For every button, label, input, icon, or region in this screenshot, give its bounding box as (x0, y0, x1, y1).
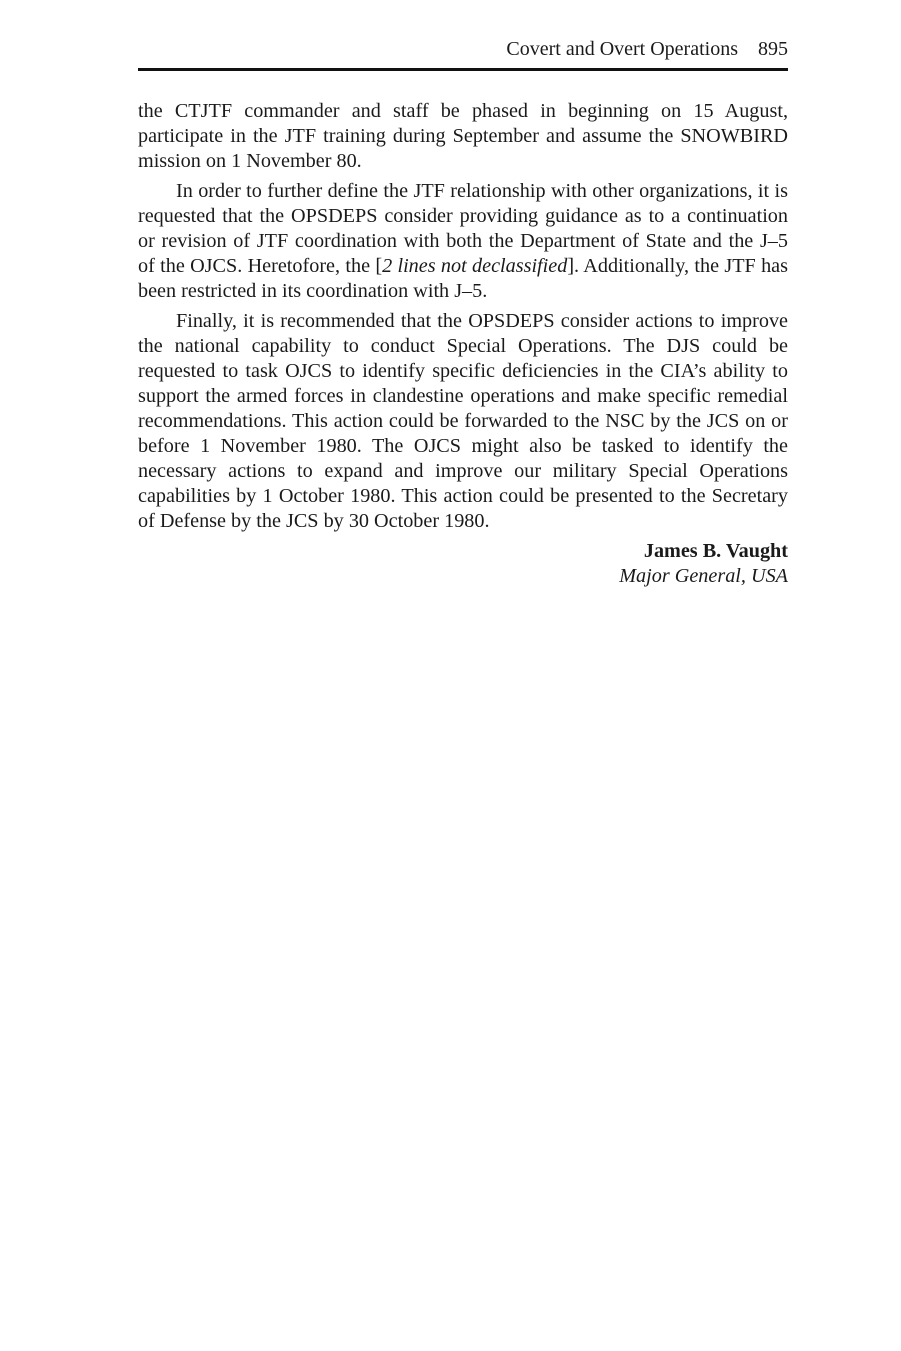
declassification-note: 2 lines not declassified (382, 255, 568, 277)
page-number: 895 (758, 38, 788, 60)
running-header (506, 36, 788, 62)
signatory-title: Major General, USA (619, 565, 788, 587)
header-rule (138, 68, 788, 71)
running-title: Covert and Overt Operations (506, 38, 738, 60)
paragraph-recommendation: Finally, it is recommended that the OPSDEPS consider actions to improve the national capability to conduct Special Operations. The DJS could be requested to task OJCS to identify specific deficiencies in the CIA’s ability to support the armed forces in clandestine operations and make specific remedial recommendations. This action could be forwarded to the NSC by the JCS on or before 1 November 1980. The OJCS might also be tasked to identify the necessary actions to expand and improve our military Special Operations capabilities by 1 October 1980. This action could be presented to the Secretary of Defense by the JCS by 30 October 1980. (138, 310, 788, 532)
document-body (138, 99, 788, 589)
paragraph-jtf-relationship (138, 179, 788, 304)
signatory-name: James B. Vaught (643, 540, 788, 562)
paragraph-text: In order to further define the JTF relationship with other organizations, it is requested that the OPSDEPS consider providing guidance as to a continuation or revision of JTF coordination with both the Department of State and the J–5 of the OJCS. Heretofore, the [ (138, 180, 788, 277)
signature-block (138, 539, 788, 589)
paragraph-continuation: the CTJTF commander and staff be phased in beginning on 15 August, participate in the JTF training during September and assume the SNOWBIRD mission on 1 November 80. (138, 100, 788, 172)
paragraph-text: ]. Additionally, the JTF has been restricted in its coordination with J–5. (138, 255, 788, 302)
